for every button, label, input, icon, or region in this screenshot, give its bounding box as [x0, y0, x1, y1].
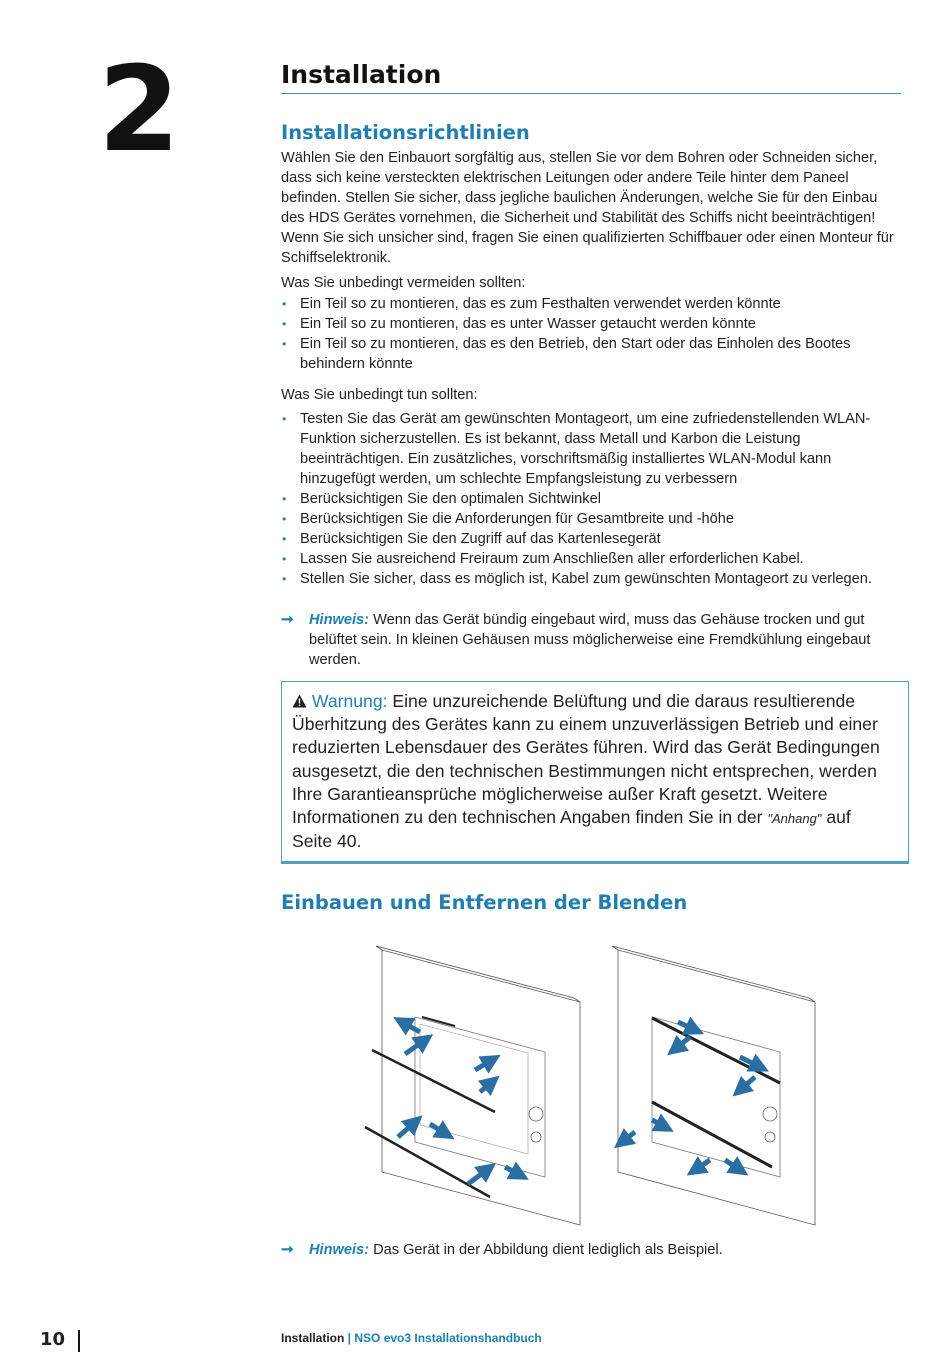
note-illustration — [281, 1240, 929, 1260]
page-content — [281, 60, 901, 914]
arrow-right-icon: ➞ — [281, 611, 294, 628]
list-item: • Testen Sie das Gerät am gewünschten Montageort, um eine zufriedenstellenden WLAN-Funktion sicherzustellen. Es ist bekannt, dass Metall und Karbon die Leistung beeinträchtigen. Ein zusätzliches, vorschriftsmäßig installiertes WLAN-Modul kann hinzugefügt werden, um schlechte Empfangsleistung zu verbessern — [281, 409, 901, 489]
footer-chapter: Installation — [281, 1331, 345, 1345]
note-label: Hinweis: — [309, 612, 370, 628]
note-label: Hinweis: — [309, 1242, 370, 1258]
chapter-title: Installation — [281, 60, 901, 94]
avoid-heading: Was Sie unbedingt vermeiden sollten: — [281, 275, 526, 291]
warning-label: Warnung: — [311, 691, 388, 711]
chapter-number: 2 — [98, 40, 181, 178]
avoid-list — [281, 294, 901, 374]
list-item: • Ein Teil so zu montieren, das es den Betrieb, den Start oder das Einholen des Bootes behindern könnte — [281, 334, 901, 374]
list-item: • Berücksichtigen Sie den Zugriff auf das Kartenlesegerät — [281, 529, 901, 549]
warning-box — [281, 681, 909, 864]
section-title-guidelines: Installationsrichtlinien — [281, 121, 530, 144]
footer-separator: | — [344, 1331, 355, 1345]
do-heading: Was Sie unbedingt tun sollten: — [281, 387, 478, 403]
list-item: • Stellen Sie sicher, dass es möglich ist, Kabel zum gewünschten Montageort zu verlegen. — [281, 569, 901, 589]
list-item: • Ein Teil so zu montieren, das es unter Wasser getaucht werden könnte — [281, 314, 901, 334]
warning-tail: auf Seite 40. — [292, 807, 851, 852]
appendix-link[interactable]: "Anhang" — [767, 811, 822, 827]
footer-divider — [78, 1330, 80, 1352]
list-item: • Berücksichtigen Sie die Anforderungen für Gesamtbreite und -höhe — [281, 509, 901, 529]
list-item: • Lassen Sie ausreichend Freiraum zum Anschließen aller erforderlichen Kabel. — [281, 549, 901, 569]
running-footer — [281, 1331, 542, 1345]
list-item: • Berücksichtigen Sie den optimalen Sichtwinkel — [281, 489, 901, 509]
note-text: Wenn das Gerät bündig eingebaut wird, muss das Gehäuse trocken und gut belüftet sein. In kleinen Gehäusen muss möglicherweise eine Fremdkühlung eingebaut werden. — [309, 612, 871, 668]
right-panel-drawing — [612, 946, 815, 1225]
intro-paragraph: Wählen Sie den Einbauort sorgfältig aus, stellen Sie vor dem Bohren oder Schneiden sicher, dass sich keine versteckten elektrischen Leitungen oder andere Teile hinter dem Paneel befinden. Stellen Sie sicher, dass jegliche baulichen Änderungen, welche Sie für den Einbau des HDS Gerätes vornehmen, die Sicherheit und Stabilität des Schiffs nicht beeinträchtigen! Wenn Sie sich unsicher sind, fragen Sie einen qualifizierten Schiffbauer oder einen Monteur für Schiffselektronik. — [281, 150, 894, 266]
section-title-bezels: Einbauen und Entfernen der Blenden — [281, 891, 688, 915]
do-list — [281, 409, 901, 589]
warning-triangle-icon — [292, 691, 307, 711]
list-item: • Ein Teil so zu montieren, das es zum Festhalten verwendet werden könnte — [281, 294, 901, 314]
arrow-right-icon: ➞ — [281, 1241, 294, 1258]
page-number: 10 — [40, 1329, 66, 1350]
note-text: Das Gerät in der Abbildung dient lediglich als Beispiel. — [369, 1242, 723, 1258]
warning-text: Eine unzureichende Belüftung und die daraus resultierende Überhitzung des Gerätes kann zu einem unzuverlässigen Betrieb und einer reduzierten Lebensdauer des Gerätes führen. Wird das Gerät Bedingungen ausgesetzt, die den technischen Bestimmungen nicht entsprechen, werden Ihre Garantieansprüche möglicherweise außer Kraft gesetzt. Weitere Informationen zu den technischen Angaben finden Sie in der — [292, 691, 880, 828]
note-ventilation — [281, 610, 901, 670]
footer-doc-title: NSO evo3 Installationshandbuch — [354, 1331, 542, 1345]
bezel-installation-illustration — [360, 942, 830, 1232]
